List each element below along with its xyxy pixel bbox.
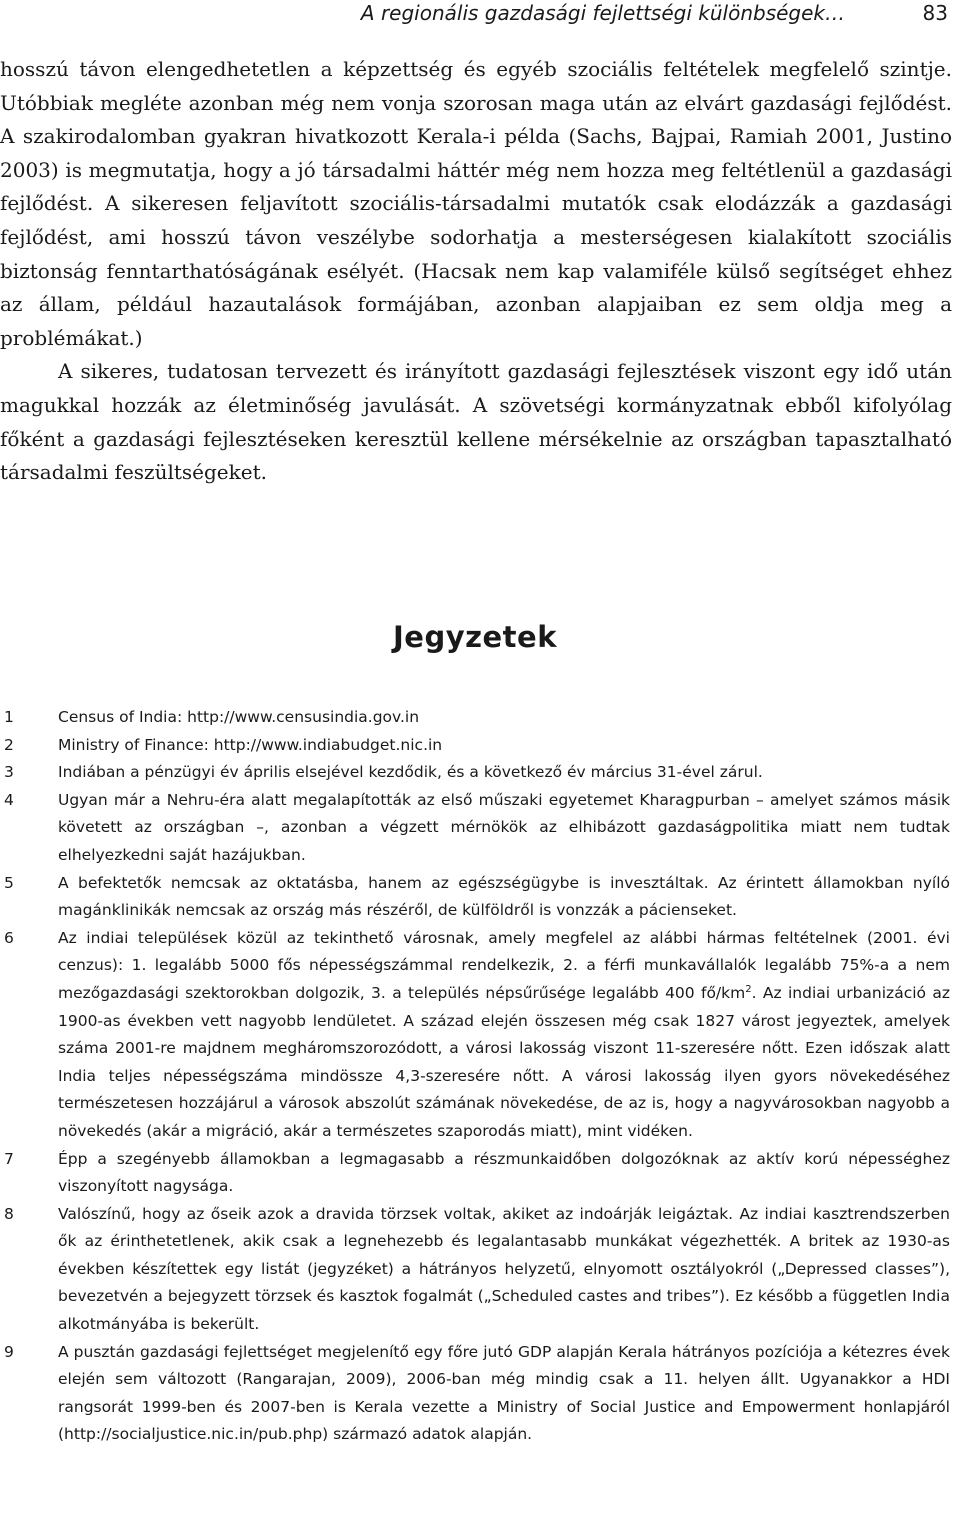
main-text [0,53,952,490]
paragraph: hosszú távon elengedhetetlen a képzettség és egyéb szociális feltételek megfelelő szintje. Utóbbiak megléte azonban még nem vonja szorosan maga után az elvárt gazdasági fejlődést. A szakirodalomban gyakran hivatkozott Kerala-i példa (Sachs, Bajpai, Ramiah 2001, Justino 2003) is megmutatja, hogy a jó társadalmi háttér még nem hozza meg feltétlenül a gazdasági fejlődést. A sikeresen feljavított szociális-társadalmi mutatók csak elodázzák a gazdasági fejlődést, ami hosszú távon veszélybe sodorhatja a mesterségesen kialakított szociális biztonság fenntarthatóságának esélyét. (Hacsak nem kap valamiféle külső segítséget ehhez az állam, például hazautalások formájában, azonban alapjaiban ez sem oldja meg a problémákat.) [0,57,952,350]
page-number: 83 [922,1,948,25]
note-number: 5 [4,873,14,892]
note-text: A pusztán gazdasági fejlettséget megjelenítő egy főre jutó GDP alapján Kerala hátrányos pozíciója a kétezres évek elején sem változott (Rangarajan, 2009), 2006-ban még mindig csak a 11. helyen állt. Ugyanakkor a HDI rangsorát 1999-ben és 2007-ben is Kerala vezette a Ministry of Social Justice and Empowerment honlapjáról (http://socialjustice.nic.in/pub.php) származó adatok alapján. [58,1342,950,1444]
note-text: Épp a szegényebb államokban a legmagasabb a részmunkaidőben dolgozóknak az aktív korú népességhez viszonyított nagysága. [58,1149,950,1196]
superscript: 2 [745,983,752,995]
note-number: 4 [4,790,14,809]
note-number: 1 [4,708,14,726]
running-title: A regionális gazdasági fejlettségi különbségek… [360,1,845,25]
note-item [0,759,950,787]
paragraph: A sikeres, tudatosan tervezett és irányított gazdasági fejlesztések viszont egy idő után magukkal hozzák az életminőség javulását. A szövetségi kormányzatnak ebből kifolyólag főként a gazdasági fejlesztéseken keresztül kellene mérsékelnie az országban tapasztalható társadalmi feszültségeket. [0,359,952,485]
notes-list [0,704,950,1449]
note-text-part: . Az indiai urbanizáció az 1900-as években vett nagyobb lendületet. A század elején összesen még csak 1827 várost jegyeztek, amelyek száma 2001-re majdnem megháromszorozódott, a városi lakosság viszont 11-szeresére nőtt. Ezen időszak alatt India teljes népességszáma mindössze 4,3-szeresére nőtt. A városi lakosság ilyen gyors növekedéséhez természetesen hozzájárul a városok abszolút számának növekedése, de az is, hogy a nagyvárosokban nagyobb a növekedés (akár a migráció, akár a természetes szaporodás miatt), mint vidéken. [58,983,950,1140]
note-text: A befektetők nemcsak az oktatásba, hanem az egészségügybe is invesztáltak. Az érintett államokban nyíló magánklinikák nemcsak az ország más részéről, de külföldről is vonzzák a pácienseket. [58,873,950,920]
note-number: 2 [4,735,14,754]
note-text: Indiában a pénzügyi év április elsejével kezdődik, és a következő év március 31-ével zárul. [58,763,763,782]
note-item [0,870,950,925]
note-item [0,787,950,870]
note-item [0,704,950,732]
note-text: Ugyan már a Nehru-éra alatt megalapították az első műszaki egyetemet Kharagpurban – amelyet számos másik követett az országban –, azonban a végzett mérnökök az elhibázott gazdaságpolitika miatt nem tudtak elhelyezkedni saját hazájukban. [58,790,950,864]
note-item [0,732,950,760]
note-text: Valószínű, hogy az őseik azok a dravida törzsek voltak, akiket az indoárják leigáztak. Az indiai kasztrendszerben ők az érinthetetlenek, akik csak a legnehezebb és legalantasabb munkákat végezhették. A britek az 1930-as években készítettek egy listát (jegyzéket) a hátrányos helyzetű, elnyomott osztályokról („Depressed classes”), bevezetvén a bejegyzett törzsek és kasztok fogalmát („Scheduled castes and tribes”). Ez később a független India alkotmányába is bekerült. [58,1204,950,1334]
note-number: 8 [4,1204,14,1223]
notes-heading: Jegyzetek [393,620,557,654]
note-item [0,1146,950,1201]
note-text: Ministry of Finance: http://www.indiabudget.nic.in [58,735,443,754]
note-number: 9 [4,1342,14,1361]
note-text-part: Az indiai települések közül az tekinthető városnak, amely megfelel az alábbi hármas feltételnek (2001. évi cenzus): 1. legalább 5000 fős népességszámmal rendelkezik, 2. a férfi munkavállalók legalább 75%-a a nem mezőgazdasági szektorokban dolgozik, 3. a település népsűrűsége legalább 400 fő/km [58,928,950,1002]
note-number: 6 [4,928,14,947]
page-header [0,0,960,30]
note-item [0,1339,950,1449]
note-text: Census of India: http://www.censusindia.gov.in [58,708,420,726]
note-number: 3 [4,763,14,782]
note-item [0,925,950,1146]
note-number: 7 [4,1149,14,1168]
note-item [0,1201,950,1339]
